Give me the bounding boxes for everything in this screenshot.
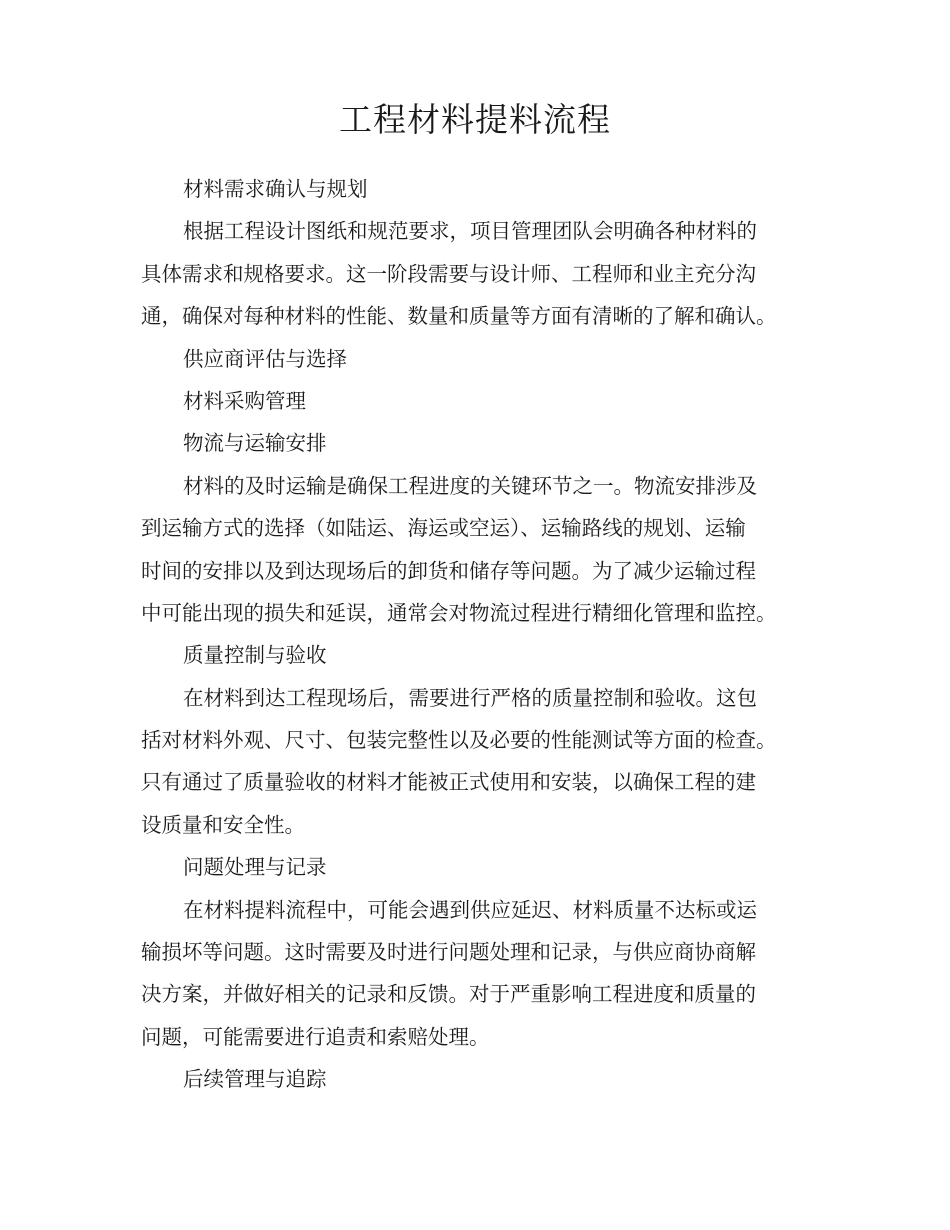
paragraph-line: 材料的及时运输是确保工程进度的关键环节之一。物流安排涉及 <box>183 473 757 498</box>
paragraph-line: 输损坏等问题。这时需要及时进行问题处理和记录，与供应商协商解 <box>141 940 756 965</box>
paragraph-line: 具体需求和规格要求。这一阶段需要与设计师、工程师和业主充分沟 <box>141 261 756 286</box>
paragraph-line: 中可能出现的损失和延误，通常会对物流过程进行精细化管理和监控。 <box>141 600 777 625</box>
paragraph-line: 问题，可能需要进行追责和索赔处理。 <box>141 1024 490 1049</box>
paragraph-line: 只有通过了质量验收的材料才能被正式使用和安装，以确保工程的建 <box>141 770 756 795</box>
section-heading-supplier: 供应商评估与选择 <box>183 346 347 371</box>
paragraph-line: 通，确保对每种材料的性能、数量和质量等方面有清晰的了解和确认。 <box>141 304 777 329</box>
paragraph-line: 设质量和安全性。 <box>141 812 305 837</box>
paragraph-line: 在材料提料流程中，可能会遇到供应延迟、材料质量不达标或运 <box>183 897 757 922</box>
paragraph-line: 根据工程设计图纸和规范要求，项目管理团队会明确各种材料的 <box>183 219 757 244</box>
section-heading-issues: 问题处理与记录 <box>183 855 327 880</box>
section-heading-requirements: 材料需求确认与规划 <box>183 177 368 201</box>
paragraph-line: 括对材料外观、尺寸、包装完整性以及必要的性能测试等方面的检查。 <box>141 728 777 753</box>
document-body <box>141 168 831 1101</box>
section-heading-logistics: 物流与运输安排 <box>183 431 327 456</box>
paragraph-line: 决方案，并做好相关的记录和反馈。对于严重影响工程进度和质量的 <box>141 982 756 1007</box>
document-title: 工程材料提料流程 <box>339 100 611 139</box>
section-heading-followup: 后续管理与追踪 <box>183 1067 327 1092</box>
section-heading-procurement: 材料采购管理 <box>183 388 306 413</box>
paragraph-line: 在材料到达工程现场后，需要进行严格的质量控制和验收。这包 <box>183 685 757 710</box>
section-heading-quality: 质量控制与验收 <box>183 643 327 668</box>
paragraph-line: 到运输方式的选择（如陆运、海运或空运）、运输路线的规划、运输 <box>141 516 746 541</box>
paragraph-line: 时间的安排以及到达现场后的卸货和储存等问题。为了减少运输过程 <box>141 558 756 583</box>
